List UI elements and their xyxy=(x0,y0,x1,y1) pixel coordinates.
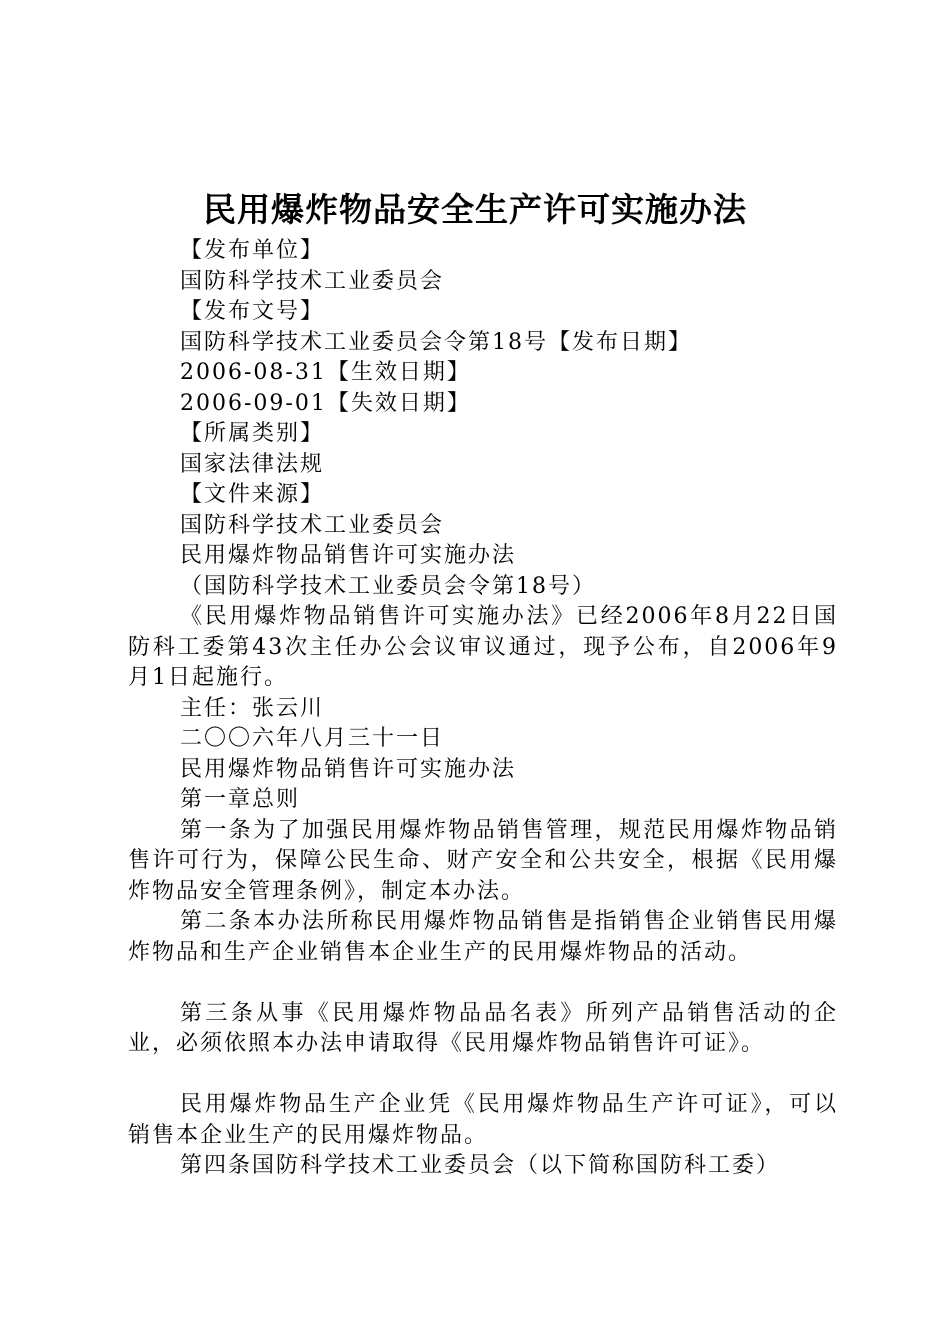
document-title: 民用爆炸物品安全生产许可实施办法 xyxy=(203,190,747,229)
meta-source: 国防科学技术工业委员会 xyxy=(180,512,445,538)
meta-category-label: 【所属类别】 xyxy=(180,421,325,446)
signer: 主任：张云川 xyxy=(180,695,325,721)
meta-publisher: 国防科学技术工业委员会 xyxy=(180,268,445,294)
chapter-heading: 第一章总则 xyxy=(180,787,301,812)
article-4: 第四条国防科学技术工业委员会（以下简称国防科工委） xyxy=(180,1153,781,1178)
article-3: 第三条从事《民用爆炸物品品名表》所列产品销售活动的企业，必须依照本办法申请取得《民用爆炸物品销售许可证》。 xyxy=(128,1000,838,1056)
document-body xyxy=(128,236,838,1182)
meta-publisher-label: 【发布单位】 xyxy=(180,238,325,263)
promulgation-paragraph: 《民用爆炸物品销售许可实施办法》已经2006年8月22日国防科工委第43次主任办公会议审议通过，现予公布，自2006年9月1日起施行。 xyxy=(128,604,838,690)
sign-date: 二〇〇六年八月三十一日 xyxy=(180,726,445,751)
paragraph-gap xyxy=(128,968,838,999)
article-1: 第一条为了加强民用爆炸物品销售管理，规范民用爆炸物品销售许可行为，保障公民生命、财产安全和公共安全，根据《民用爆炸物品安全管理条例》，制定本办法。 xyxy=(128,817,838,904)
law-name: 民用爆炸物品销售许可实施办法 xyxy=(180,543,517,568)
meta-category: 国家法律法规 xyxy=(180,451,325,477)
document-name: 民用爆炸物品销售许可实施办法 xyxy=(180,756,517,782)
meta-doc-number-label: 【发布文号】 xyxy=(180,299,325,324)
meta-doc-number: 国防科学技术工业委员会令第18号【发布日期】 xyxy=(180,329,692,355)
paragraph-gap xyxy=(128,1060,838,1091)
article-2: 第二条本办法所称民用爆炸物品销售是指销售企业销售民用爆炸物品和生产企业销售本企业生产的民用爆炸物品的活动。 xyxy=(128,909,838,965)
order-number: （国防科学技术工业委员会令第18号） xyxy=(180,573,596,599)
meta-effective-date: 2006-09-01【失效日期】 xyxy=(180,390,471,416)
article-3-clause: 民用爆炸物品生产企业凭《民用爆炸物品生产许可证》，可以销售本企业生产的民用爆炸物品。 xyxy=(128,1092,838,1148)
meta-source-label: 【文件来源】 xyxy=(180,482,325,507)
meta-publish-date: 2006-08-31【生效日期】 xyxy=(180,360,471,385)
